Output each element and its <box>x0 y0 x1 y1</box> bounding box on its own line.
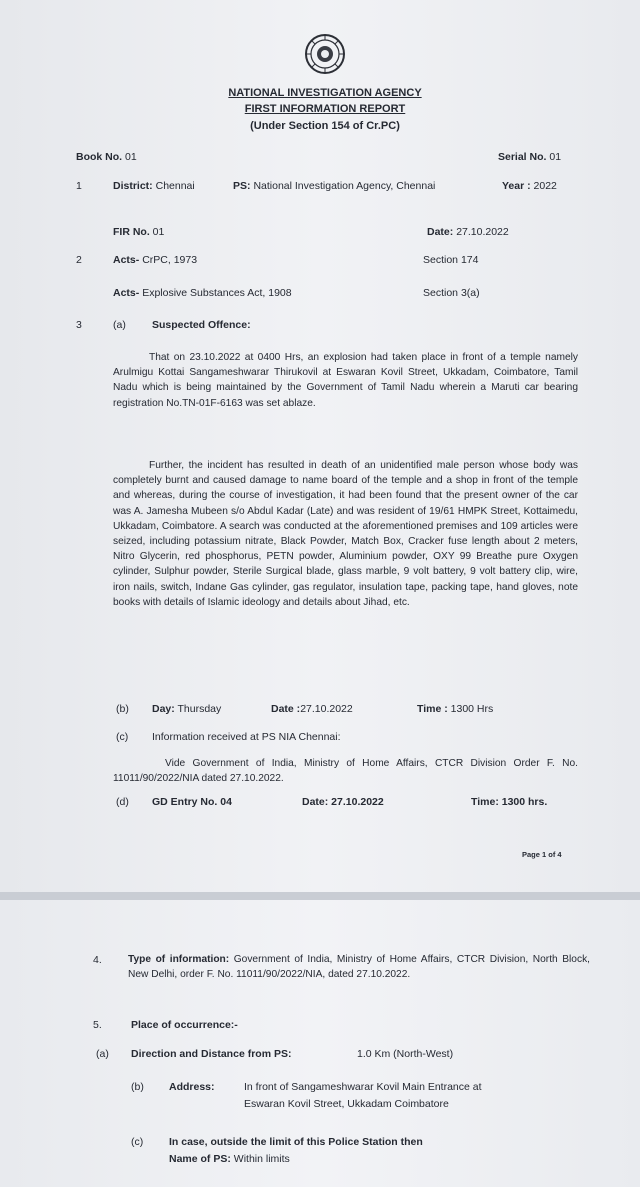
outside-limit-label: In case, outside the limit of this Police Station then <box>169 1136 423 1148</box>
item-3a-label: (a) <box>113 319 126 331</box>
fir-page-2 <box>0 900 640 1187</box>
day-field: Day: Thursday <box>152 703 222 715</box>
page-number: Page 1 of 4 <box>522 850 562 859</box>
serial-number: Serial No. 01 <box>498 151 562 163</box>
occurrence-date: Date :27.10.2022 <box>271 703 353 715</box>
report-title: FIRST INFORMATION REPORT <box>244 103 406 115</box>
type-of-information: Type of information: Government of India, Ministry of Home Affairs, CTCR Division, North Block, New Delhi, order F. No. 11011/90/2022/NIA, dated 27.10.2022. <box>128 954 590 981</box>
book-number: Book No. 01 <box>76 151 137 163</box>
item-3d-label: (d) <box>116 796 129 808</box>
item-1-number: 1 <box>76 180 82 192</box>
gd-entry: GD Entry No. 04 <box>152 796 232 808</box>
acts-crpc: Acts- CrPC, 1973 <box>113 254 198 266</box>
item-5a-label: (a) <box>96 1048 109 1060</box>
gd-date: Date: 27.10.2022 <box>302 796 384 808</box>
fir-date: Date: 27.10.2022 <box>427 226 509 238</box>
vide-order: Vide Government of India, Ministry of Home Affairs, CTCR Division Order F. No. 11011/90/2022/NIA dated 27.10.2022. <box>113 758 578 785</box>
gd-time: Time: 1300 hrs. <box>471 796 548 808</box>
information-received: Information received at PS NIA Chennai: <box>152 731 341 743</box>
item-5-number: 5. <box>93 1019 102 1031</box>
nia-emblem-icon <box>304 33 346 75</box>
acts-explosive-section: Section 3(a) <box>423 287 480 299</box>
item-4-number: 4. <box>93 954 102 966</box>
direction-distance-value: 1.0 Km (North-West) <box>357 1048 454 1060</box>
section-subtitle: (Under Section 154 of Cr.PC) <box>250 120 400 132</box>
place-of-occurrence-heading: Place of occurrence:- <box>131 1019 238 1031</box>
address-label: Address: <box>169 1081 215 1093</box>
item-5c-label: (c) <box>131 1136 144 1148</box>
district-field: District: Chennai <box>113 180 195 192</box>
occurrence-time: Time : 1300 Hrs <box>417 703 494 715</box>
acts-crpc-section: Section 174 <box>423 254 479 266</box>
incident-paragraph: That on 23.10.2022 at 0400 Hrs, an explosion had taken place in front of a temple namely Arulmigu Kottai Sangameshwarar Thirukovil at Eswaran Kovil Street, Ukkadam, Coimbatore, Tamil Nadu which is being maintained by the Government of Tamil Nadu wherein a Maruti car bearing registration No.TN-01F-6163 was set ablaze. <box>113 352 578 409</box>
acts-explosive: Acts- Explosive Substances Act, 1908 <box>113 287 292 299</box>
outside-ps-name: Name of PS: Within limits <box>169 1153 290 1165</box>
investigation-paragraph: Further, the incident has resulted in death of an unidentified male person whose body was completely burnt and caused damage to name board of the temple and a shop in front of the temple and whereas, during the course of investigation, it had been found that the present owner of the car was A. Jamesha Mubeen s/o Abdul Kadar (Late) and was resident of 19/61 HMPK Street, Kottaimedu, Ukkadam, Coimbatore. A search was conducted at the aforementioned premises and 109 articles were seized, including potassium nitrate, Black Powder, Match Box, Cracker fuse length about 2 meters, Nitro Glycerin, red phosphorus, PETN powder, Aluminium powder, OXY 99 Breathe pure Oxygen cylinder, Sulphur powder, Sterile Surgical blade, glass marble, 9 volt battery, 9 volt battery clip, wire, iron nails, switch, Indane Gas cylinder, gas regulator, insulation tape, packing tape, hand gloves, note books with details of Islamic ideology and details about Jihad, etc. <box>113 460 578 608</box>
item-5b-label: (b) <box>131 1081 144 1093</box>
item-2-number: 2 <box>76 254 82 266</box>
item-3-number: 3 <box>76 319 82 331</box>
agency-title: NATIONAL INVESTIGATION AGENCY <box>228 87 422 99</box>
address-line-1: In front of Sangameshwarar Kovil Main Entrance at <box>244 1081 482 1093</box>
direction-distance-label: Direction and Distance from PS: <box>131 1048 292 1060</box>
item-3b-label: (b) <box>116 703 129 715</box>
suspected-offence-heading: Suspected Offence: <box>152 319 251 331</box>
fir-number: FIR No. 01 <box>113 226 165 238</box>
ps-field: PS: National Investigation Agency, Chennai <box>233 180 436 192</box>
year-field: Year : 2022 <box>502 180 557 192</box>
address-line-2: Eswaran Kovil Street, Ukkadam Coimbatore <box>244 1098 449 1110</box>
item-3c-label: (c) <box>116 731 129 743</box>
